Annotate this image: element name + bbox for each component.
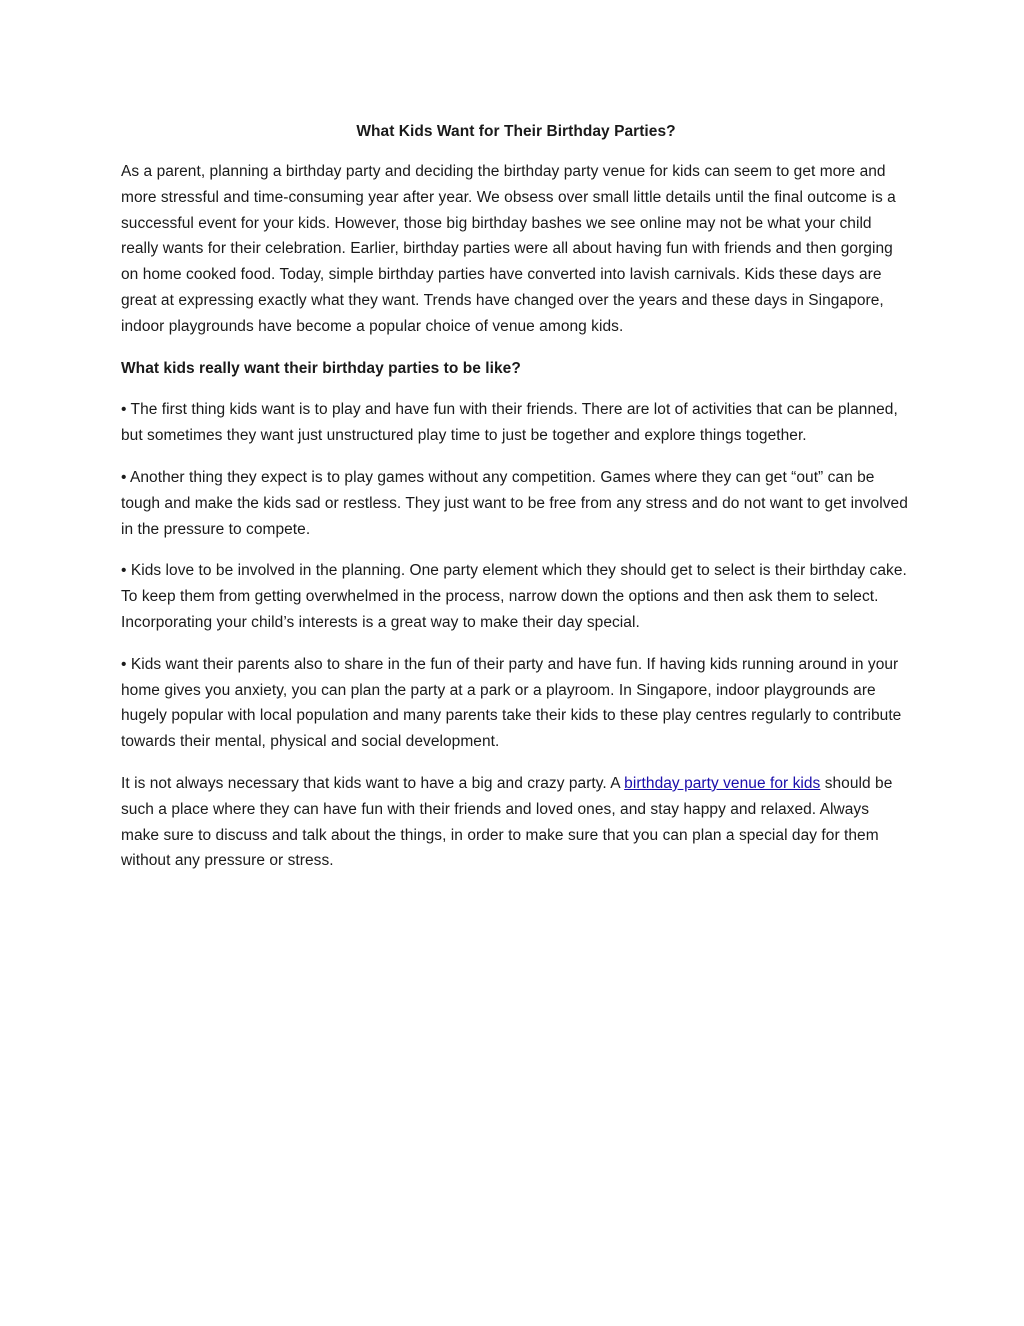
bullet-paragraph-4: • Kids want their parents also to share in the fun of their party and have fun. If having kids running around in your home gives you anxiety, you can plan the party at a park or a playroom. In Singapore, indoor playgrounds are hugely popular with local population and many parents take their kids to these play centres regularly to contribute towards their mental, physical and social development.	[121, 655, 902, 751]
bullet-paragraph-3: • Kids love to be involved in the planning. One party element which they should get to select is their birthday cake. To keep them from getting overwhelmed in the process, narrow down the options and then ask them to select. Incorporating your child’s interests is a great way to make their day special.	[121, 562, 907, 631]
conclusion-text-after-link: should be such a place where they can have fun with their friends and loved ones, and stay happy and relaxed. Always make sure to discuss and talk about the things, in order to make sure that you can plan a special day for them without any pressure or stress.	[121, 774, 893, 870]
birthday-venue-link[interactable]: birthday party venue for kids	[624, 774, 821, 792]
intro-paragraph: As a parent, planning a birthday party and deciding the birthday party venue for kids can seem to get more and more stressful and time-consuming year after year. We obsess over small little details until the final outcome is a successful event for your kids. However, those big birthday bashes we see online may not be what your child really wants for their celebration. Earlier, birthday parties were all about having fun with friends and then gorging on home cooked food. Today, simple birthday parties have converted into lavish carnivals. Kids these days are great at expressing exactly what they want. Trends have changed over the years and these days in Singapore, indoor playgrounds have become a popular choice of venue among kids.	[121, 163, 896, 335]
bullet-paragraph-2: • Another thing they expect is to play games without any competition. Games where they can get “out” can be tough and make the kids sad or restless. They just want to be free from any stress and do not want to get involved in the pressure to compete.	[121, 468, 908, 538]
section-heading: What kids really want their birthday parties to be like?	[121, 359, 521, 377]
conclusion-paragraph	[121, 771, 911, 874]
document-title: What Kids Want for Their Birthday Parties?	[356, 123, 676, 140]
document-body	[121, 121, 911, 890]
conclusion-text-before-link: It is not always necessary that kids want to have a big and crazy party. A	[121, 774, 625, 792]
bullet-paragraph-1: • The first thing kids want is to play and have fun with their friends. There are lot of activities that can be planned, but sometimes they want just unstructured play time to just be together and explore things together.	[121, 401, 898, 445]
